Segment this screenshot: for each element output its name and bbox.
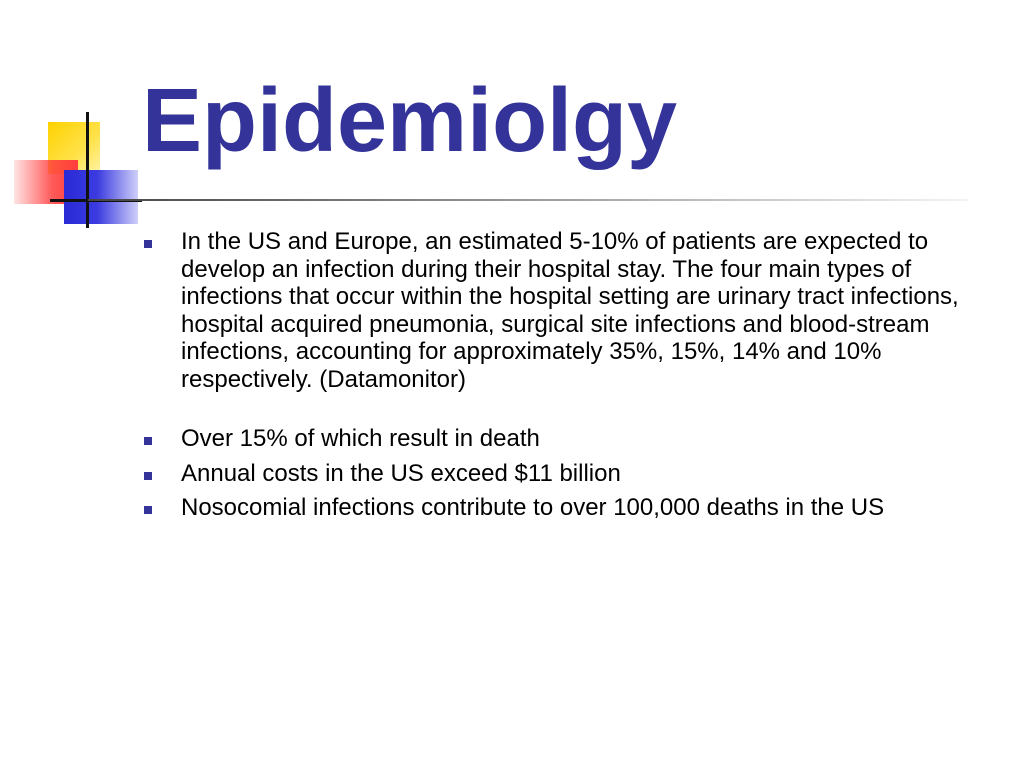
bullet-text: Nosocomial infections contribute to over 100,000 deaths in the US [181, 494, 885, 521]
vertical-line [86, 112, 89, 228]
square-bullet-icon [144, 240, 152, 248]
bullet-list [140, 228, 1000, 522]
bullet-item [140, 460, 1000, 488]
square-bullet-icon [144, 506, 152, 514]
bullet-item [140, 494, 1000, 522]
bullet-item [140, 228, 1000, 393]
blue-square [64, 170, 138, 224]
square-bullet-icon [144, 437, 152, 445]
bullet-text: Over 15% of which result in death [181, 425, 540, 452]
square-bullet-icon [144, 472, 152, 480]
bullet-item [140, 425, 1000, 453]
bullet-text: In the US and Europe, an estimated 5-10% of patients are expected to develop an infection during their hospital stay. The four main types of infections that occur within the hospital setting are urinary tract infections, hospital acquired pneumonia, surgical site infections and blood-stream infections, accounting for approximately 35%, 15%, 14% and 10% respectively. (Datamonitor) [181, 228, 959, 393]
bullet-text: Annual costs in the US exceed $11 billion [181, 459, 621, 487]
slide-title: Epidemiolgy [142, 71, 678, 171]
title-underline-rule [88, 199, 968, 201]
decorative-squares-graphic [0, 0, 150, 240]
